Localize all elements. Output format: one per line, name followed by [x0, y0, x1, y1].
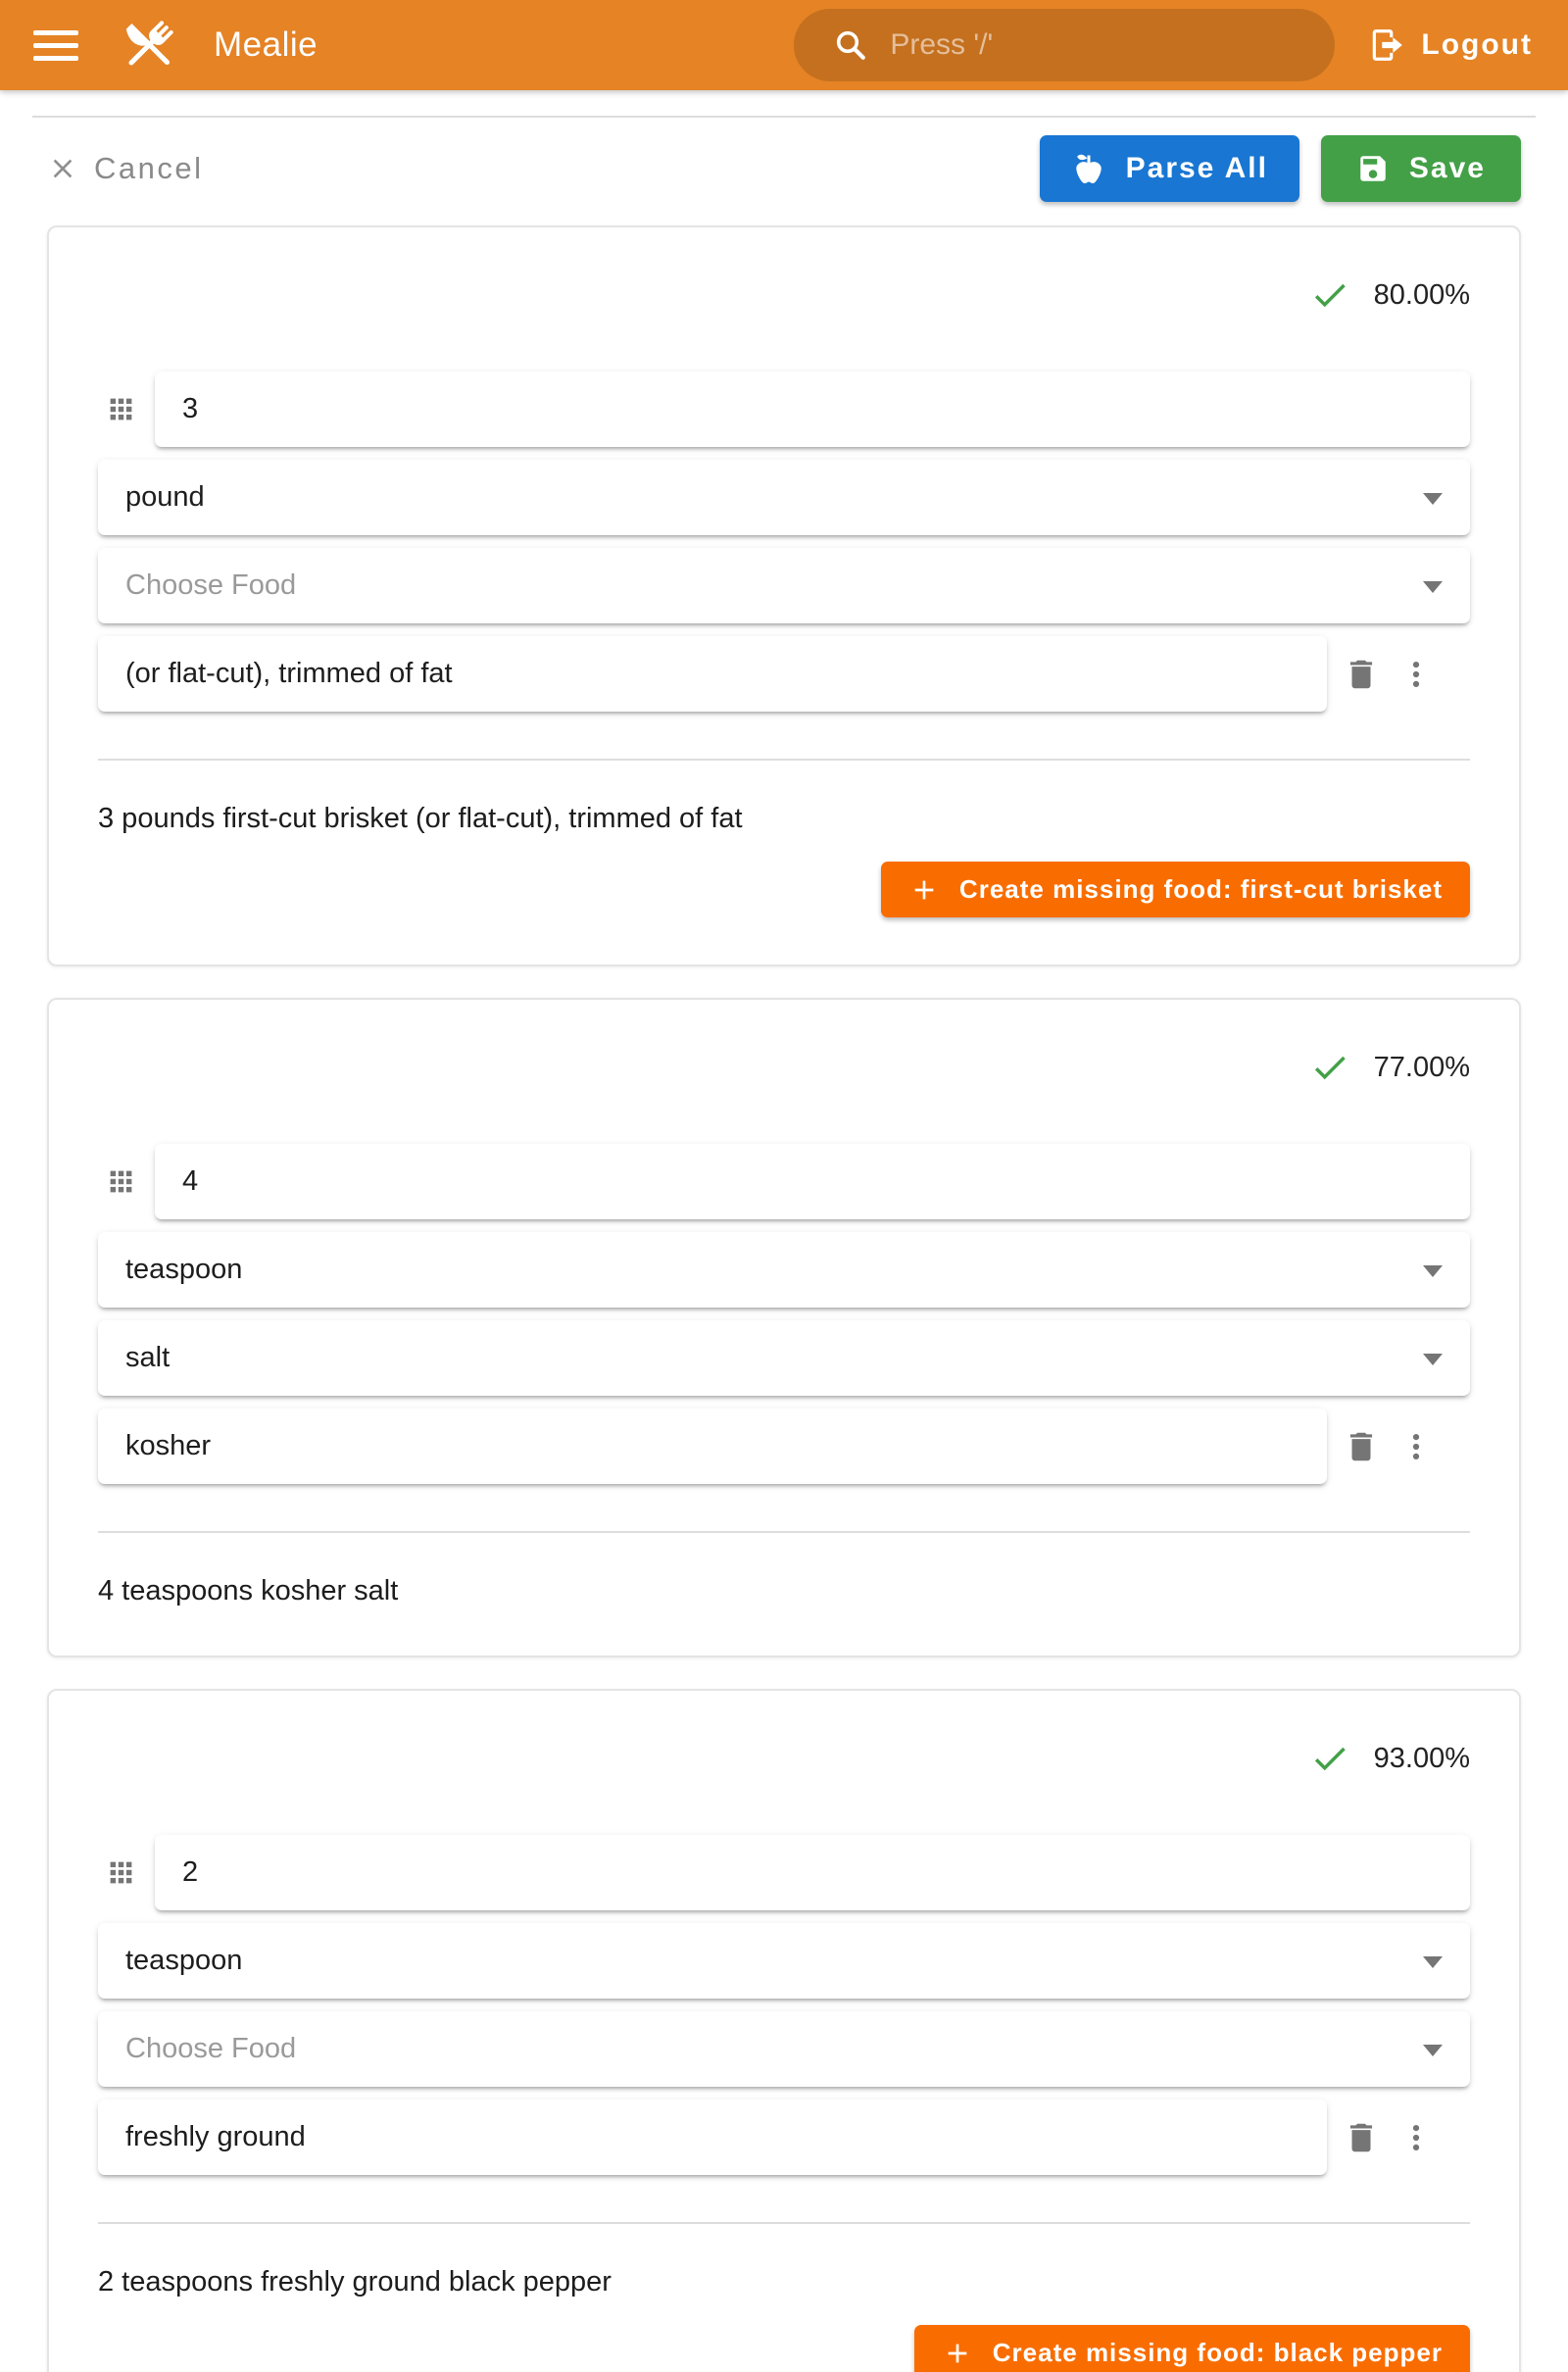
quantity-input[interactable]	[155, 1835, 1470, 1910]
kebab-icon	[1399, 2121, 1433, 2154]
logout-icon	[1368, 26, 1405, 64]
card-divider	[98, 759, 1470, 761]
search-bar[interactable]	[794, 9, 1335, 81]
confidence-row	[98, 1047, 1470, 1088]
quantity-input[interactable]	[155, 371, 1470, 447]
menu-icon[interactable]	[33, 23, 78, 68]
unit-select[interactable]	[98, 460, 1470, 535]
quantity-field	[155, 371, 1470, 447]
delete-ingredient-button[interactable]	[1343, 2119, 1380, 2156]
quantity-row	[98, 1144, 1470, 1219]
editor-toolbar	[0, 118, 1568, 202]
more-options-button[interactable]	[1399, 2121, 1433, 2154]
kebab-icon	[1399, 658, 1433, 691]
ingredient-card	[47, 1689, 1521, 2372]
delete-ingredient-button[interactable]	[1343, 656, 1380, 693]
drag-handle-icon[interactable]	[107, 395, 135, 423]
logout-label: Logout	[1421, 28, 1533, 61]
drag-handle-icon[interactable]	[107, 1167, 135, 1196]
ingredient-card	[47, 998, 1521, 1657]
quantity-input[interactable]	[155, 1144, 1470, 1219]
create-missing-food-label: Create missing food: black pepper	[992, 2338, 1443, 2367]
note-field	[98, 1408, 1327, 1484]
note-input[interactable]	[98, 2100, 1327, 2175]
unit-input[interactable]	[98, 1923, 1470, 1999]
app-title: Mealie	[214, 25, 318, 64]
confidence-row	[98, 1738, 1470, 1779]
more-options-button[interactable]	[1399, 1430, 1433, 1463]
parse-all-label: Parse All	[1125, 152, 1268, 184]
quantity-row	[98, 371, 1470, 447]
food-select[interactable]	[98, 2011, 1470, 2087]
check-icon	[1309, 274, 1350, 316]
original-ingredient-text: 3 pounds first-cut brisket (or flat-cut), trimmed of fat	[98, 803, 743, 834]
create-missing-food-button[interactable]	[914, 2325, 1470, 2372]
logout-button[interactable]	[1368, 26, 1533, 64]
note-input[interactable]	[98, 1408, 1327, 1484]
check-icon	[1309, 1738, 1350, 1779]
quantity-field	[155, 1835, 1470, 1910]
confidence-value: 80.00%	[1373, 278, 1470, 311]
trash-icon	[1343, 1428, 1380, 1465]
note-row	[98, 1408, 1470, 1484]
ingredient-card	[47, 225, 1521, 966]
quantity-row	[98, 1835, 1470, 1910]
create-missing-food-button[interactable]	[881, 862, 1470, 917]
food-select[interactable]	[98, 548, 1470, 623]
confidence-value: 77.00%	[1373, 1051, 1470, 1083]
food-select[interactable]	[98, 1320, 1470, 1396]
unit-select[interactable]	[98, 1923, 1470, 1999]
app-bar	[0, 0, 1568, 90]
card-divider	[98, 1531, 1470, 1533]
food-input[interactable]	[98, 2011, 1470, 2087]
confidence-row	[98, 274, 1470, 316]
delete-ingredient-button[interactable]	[1343, 1428, 1380, 1465]
food-input[interactable]	[98, 548, 1470, 623]
search-icon	[833, 27, 868, 63]
parse-all-button[interactable]	[1040, 135, 1299, 202]
create-missing-food-label: Create missing food: first-cut brisket	[958, 874, 1443, 904]
confidence-value: 93.00%	[1373, 1742, 1470, 1774]
apple-icon	[1071, 151, 1106, 186]
kebab-icon	[1399, 1430, 1433, 1463]
note-input[interactable]	[98, 636, 1327, 712]
more-options-button[interactable]	[1399, 658, 1433, 691]
note-row	[98, 2100, 1470, 2175]
original-ingredient-text: 2 teaspoons freshly ground black pepper	[98, 2266, 612, 2298]
plus-icon	[908, 874, 940, 906]
cancel-button[interactable]	[47, 151, 204, 186]
trash-icon	[1343, 2119, 1380, 2156]
ingredient-list	[0, 225, 1568, 2372]
unit-input[interactable]	[98, 460, 1470, 535]
unit-select[interactable]	[98, 1232, 1470, 1308]
save-label: Save	[1408, 152, 1486, 184]
card-divider	[98, 2222, 1470, 2224]
original-ingredient-text: 4 teaspoons kosher salt	[98, 1575, 399, 1606]
note-row	[98, 636, 1470, 712]
quantity-field	[155, 1144, 1470, 1219]
food-input[interactable]	[98, 1320, 1470, 1396]
check-icon	[1309, 1047, 1350, 1088]
create-food-row	[98, 2325, 1470, 2372]
close-icon	[47, 153, 78, 184]
note-field	[98, 636, 1327, 712]
drag-handle-icon[interactable]	[107, 1858, 135, 1887]
save-icon	[1356, 152, 1390, 185]
search-input[interactable]	[890, 28, 1305, 62]
trash-icon	[1343, 656, 1380, 693]
note-field	[98, 2100, 1327, 2175]
mealie-logo	[118, 14, 180, 76]
plus-icon	[942, 2338, 973, 2369]
create-food-row	[98, 862, 1470, 917]
unit-input[interactable]	[98, 1232, 1470, 1308]
cancel-label: Cancel	[94, 151, 204, 185]
save-button[interactable]	[1321, 135, 1521, 202]
